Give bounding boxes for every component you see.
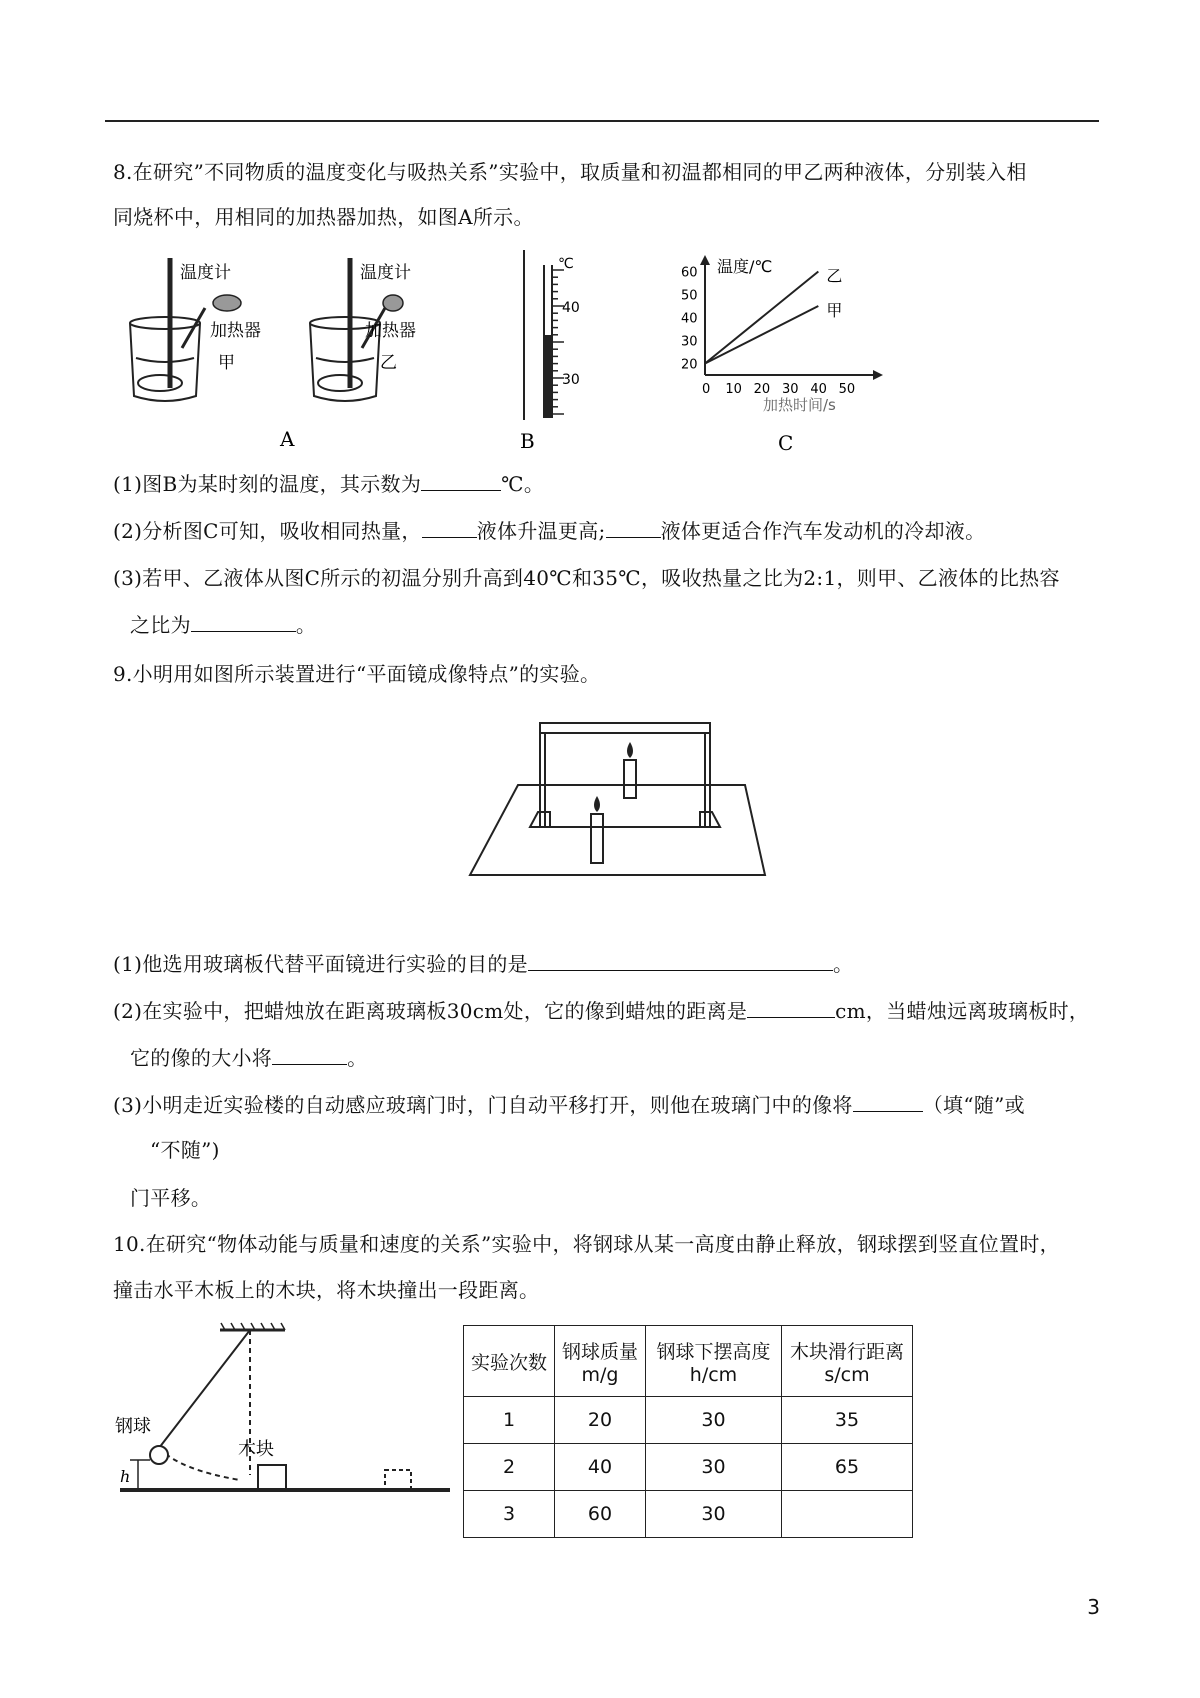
fig-label-h: h: [120, 1467, 131, 1486]
candle-image: [624, 760, 636, 798]
fig-a-label-jia: 甲: [218, 353, 235, 373]
chart-ylabel: 温度/℃: [717, 257, 773, 276]
q8-part3-line2: [130, 611, 316, 639]
table-row: 3 60 30: [464, 1491, 913, 1538]
chart-x-tick-label: 10: [725, 382, 742, 397]
answer-blank-q9-3[interactable]: [853, 1091, 923, 1112]
chart-x-tick-label: 50: [838, 382, 856, 397]
x-axis-arrow: [873, 370, 883, 380]
q9-part2-text-c: 它的像的大小将: [130, 1046, 273, 1070]
table-plane: [470, 785, 765, 875]
fig-label-ball: 钢球: [115, 1416, 151, 1437]
q8-part2-text-a: (2)分析图C可知，吸收相同热量，: [113, 519, 422, 543]
q8-part3-text: 之比为: [130, 613, 191, 637]
answer-blank-q8-1[interactable]: [421, 470, 501, 491]
q9-part2-text-a: (2)在实验中，把蜡烛放在距离玻璃板30cm处，它的像到蜡烛的距离是: [113, 999, 748, 1023]
series-line-乙: [705, 272, 818, 364]
q9-part2-line2: [130, 1044, 367, 1072]
header-height: 钢球下摆高度 h/cm: [646, 1326, 782, 1397]
table-row: 1 20 30 35: [464, 1397, 913, 1444]
experiment-table: [463, 1325, 913, 1538]
top-rule: [105, 120, 1099, 122]
q9-part3-text-a: (3)小明走近实验楼的自动感应玻璃门时，门自动平移打开，则他在玻璃门中的像将: [113, 1093, 853, 1117]
q8-stem-line2: 同烧杯中，用相同的加热器加热，如图A所示。: [113, 205, 534, 229]
q8-part3-end: 。: [295, 613, 317, 637]
q9-part2-text-b: cm，当蜡烛远离玻璃板时，: [835, 999, 1090, 1023]
fig-a-label-heater-2: 加热器: [365, 321, 416, 341]
fig-a-caption: A: [280, 427, 295, 451]
fig-b-tick-30: 30: [562, 372, 580, 388]
chart-y-tick-label: 40: [681, 311, 698, 327]
q8-stem-line1: 8.在研究”不同物质的温度变化与吸热关系”实验中，取质量和初温都相同的甲乙两种液体，分别装入相: [113, 160, 1027, 184]
answer-blank-q9-2a[interactable]: [747, 997, 835, 1018]
answer-cell-trial3-distance[interactable]: [782, 1491, 913, 1538]
q8-part2-text-b: 液体升温更高;: [476, 519, 606, 543]
q9-part3-line3: 门平移。: [130, 1186, 212, 1210]
q9-part1: [113, 950, 853, 978]
flame-real: [594, 796, 600, 812]
chart-y-tick-label: 20: [681, 357, 698, 373]
figure-mirror-experiment: [460, 700, 780, 900]
fig-c-caption: C: [778, 431, 794, 455]
header-mass: 钢球质量 m/g: [555, 1326, 646, 1397]
chart-xlabel: 加热时间/s: [763, 396, 836, 414]
series-label-乙: 乙: [826, 266, 843, 286]
chart-x-tick-label: 30: [782, 382, 799, 397]
answer-blank-q8-2a[interactable]: [422, 517, 477, 538]
q8-part1-unit: ℃。: [501, 472, 545, 496]
q8-part3-line1: (3)若甲、乙液体从图C所示的初温分别升高到40℃和35℃，吸收热量之比为2:1，则甲、乙液体的比热容: [113, 566, 1060, 590]
header-trial: 实验次数: [464, 1326, 555, 1397]
fig-a-label-thermometer-2: 温度计: [360, 263, 411, 283]
chart-y-tick-label: 30: [681, 334, 698, 350]
fig-a-label-heater: 加热器: [210, 321, 261, 341]
q8-part2: [113, 517, 985, 545]
fig-a-label-yi: 乙: [380, 353, 397, 373]
q8-part2-text-c: 液体更适合作汽车发动机的冷却液。: [660, 519, 986, 543]
answer-blank-q9-2b[interactable]: [272, 1044, 347, 1065]
fig-b-unit: ℃: [558, 256, 574, 272]
series-line-甲: [705, 306, 818, 364]
chart-x-tick-label: 20: [753, 382, 771, 397]
answer-blank-q8-3[interactable]: [191, 611, 296, 632]
chart-x-tick-label: 0: [702, 382, 711, 397]
page-number: 3: [1087, 1595, 1100, 1619]
figure-pendulum: [110, 1320, 455, 1520]
chart-y-tick-label: 50: [681, 288, 698, 304]
candle-real: [591, 814, 603, 863]
fig-label-block: 木块: [238, 1439, 274, 1460]
q9-part2-end: 。: [347, 1046, 368, 1070]
q9-part1-text: (1)他选用玻璃板代替平面镜进行实验的目的是: [113, 952, 528, 976]
series-label-甲: 甲: [826, 301, 843, 320]
q9-part3-line1: [113, 1091, 1025, 1119]
q9-part3-text-b: （填“随”或: [922, 1093, 1025, 1117]
q10-stem-line1: 10.在研究“物体动能与质量和速度的关系”实验中，将钢球从某一高度由静止释放，钢球摆到竖直位置时，: [113, 1232, 1060, 1256]
q9-title: 9.小明用如图所示装置进行“平面镜成像特点”的实验。: [113, 662, 601, 686]
chart-y-tick-label: 60: [681, 265, 698, 281]
y-axis-arrow: [700, 255, 710, 265]
figure-b-thermometer: [520, 250, 590, 455]
fig-a-label-thermometer: 温度计: [180, 263, 231, 283]
q10-stem-line2: 撞击水平木板上的木块，将木块撞出一段距离。: [113, 1278, 540, 1302]
q9-part1-end: 。: [832, 952, 854, 976]
answer-blank-q8-2b[interactable]: [606, 517, 661, 538]
figure-a-beakers: [110, 248, 416, 458]
q9-part2-line1: [113, 997, 1089, 1025]
answer-blank-q9-1[interactable]: [528, 950, 833, 971]
q9-part3-line2: “不随”): [150, 1138, 220, 1162]
q8-part1: [113, 470, 544, 498]
fig-b-caption: B: [520, 429, 535, 453]
fig-b-tick-40: 40: [562, 300, 580, 316]
flame-image: [627, 742, 633, 758]
table-header-row: [464, 1326, 913, 1397]
header-distance: 木块滑行距离 s/cm: [782, 1326, 913, 1397]
figure-c-chart: [665, 250, 915, 460]
chart-x-tick-label: 40: [810, 382, 827, 397]
q8-part1-text: (1)图B为某时刻的温度，其示数为: [113, 472, 422, 496]
table-row: 2 40 30 65: [464, 1444, 913, 1491]
